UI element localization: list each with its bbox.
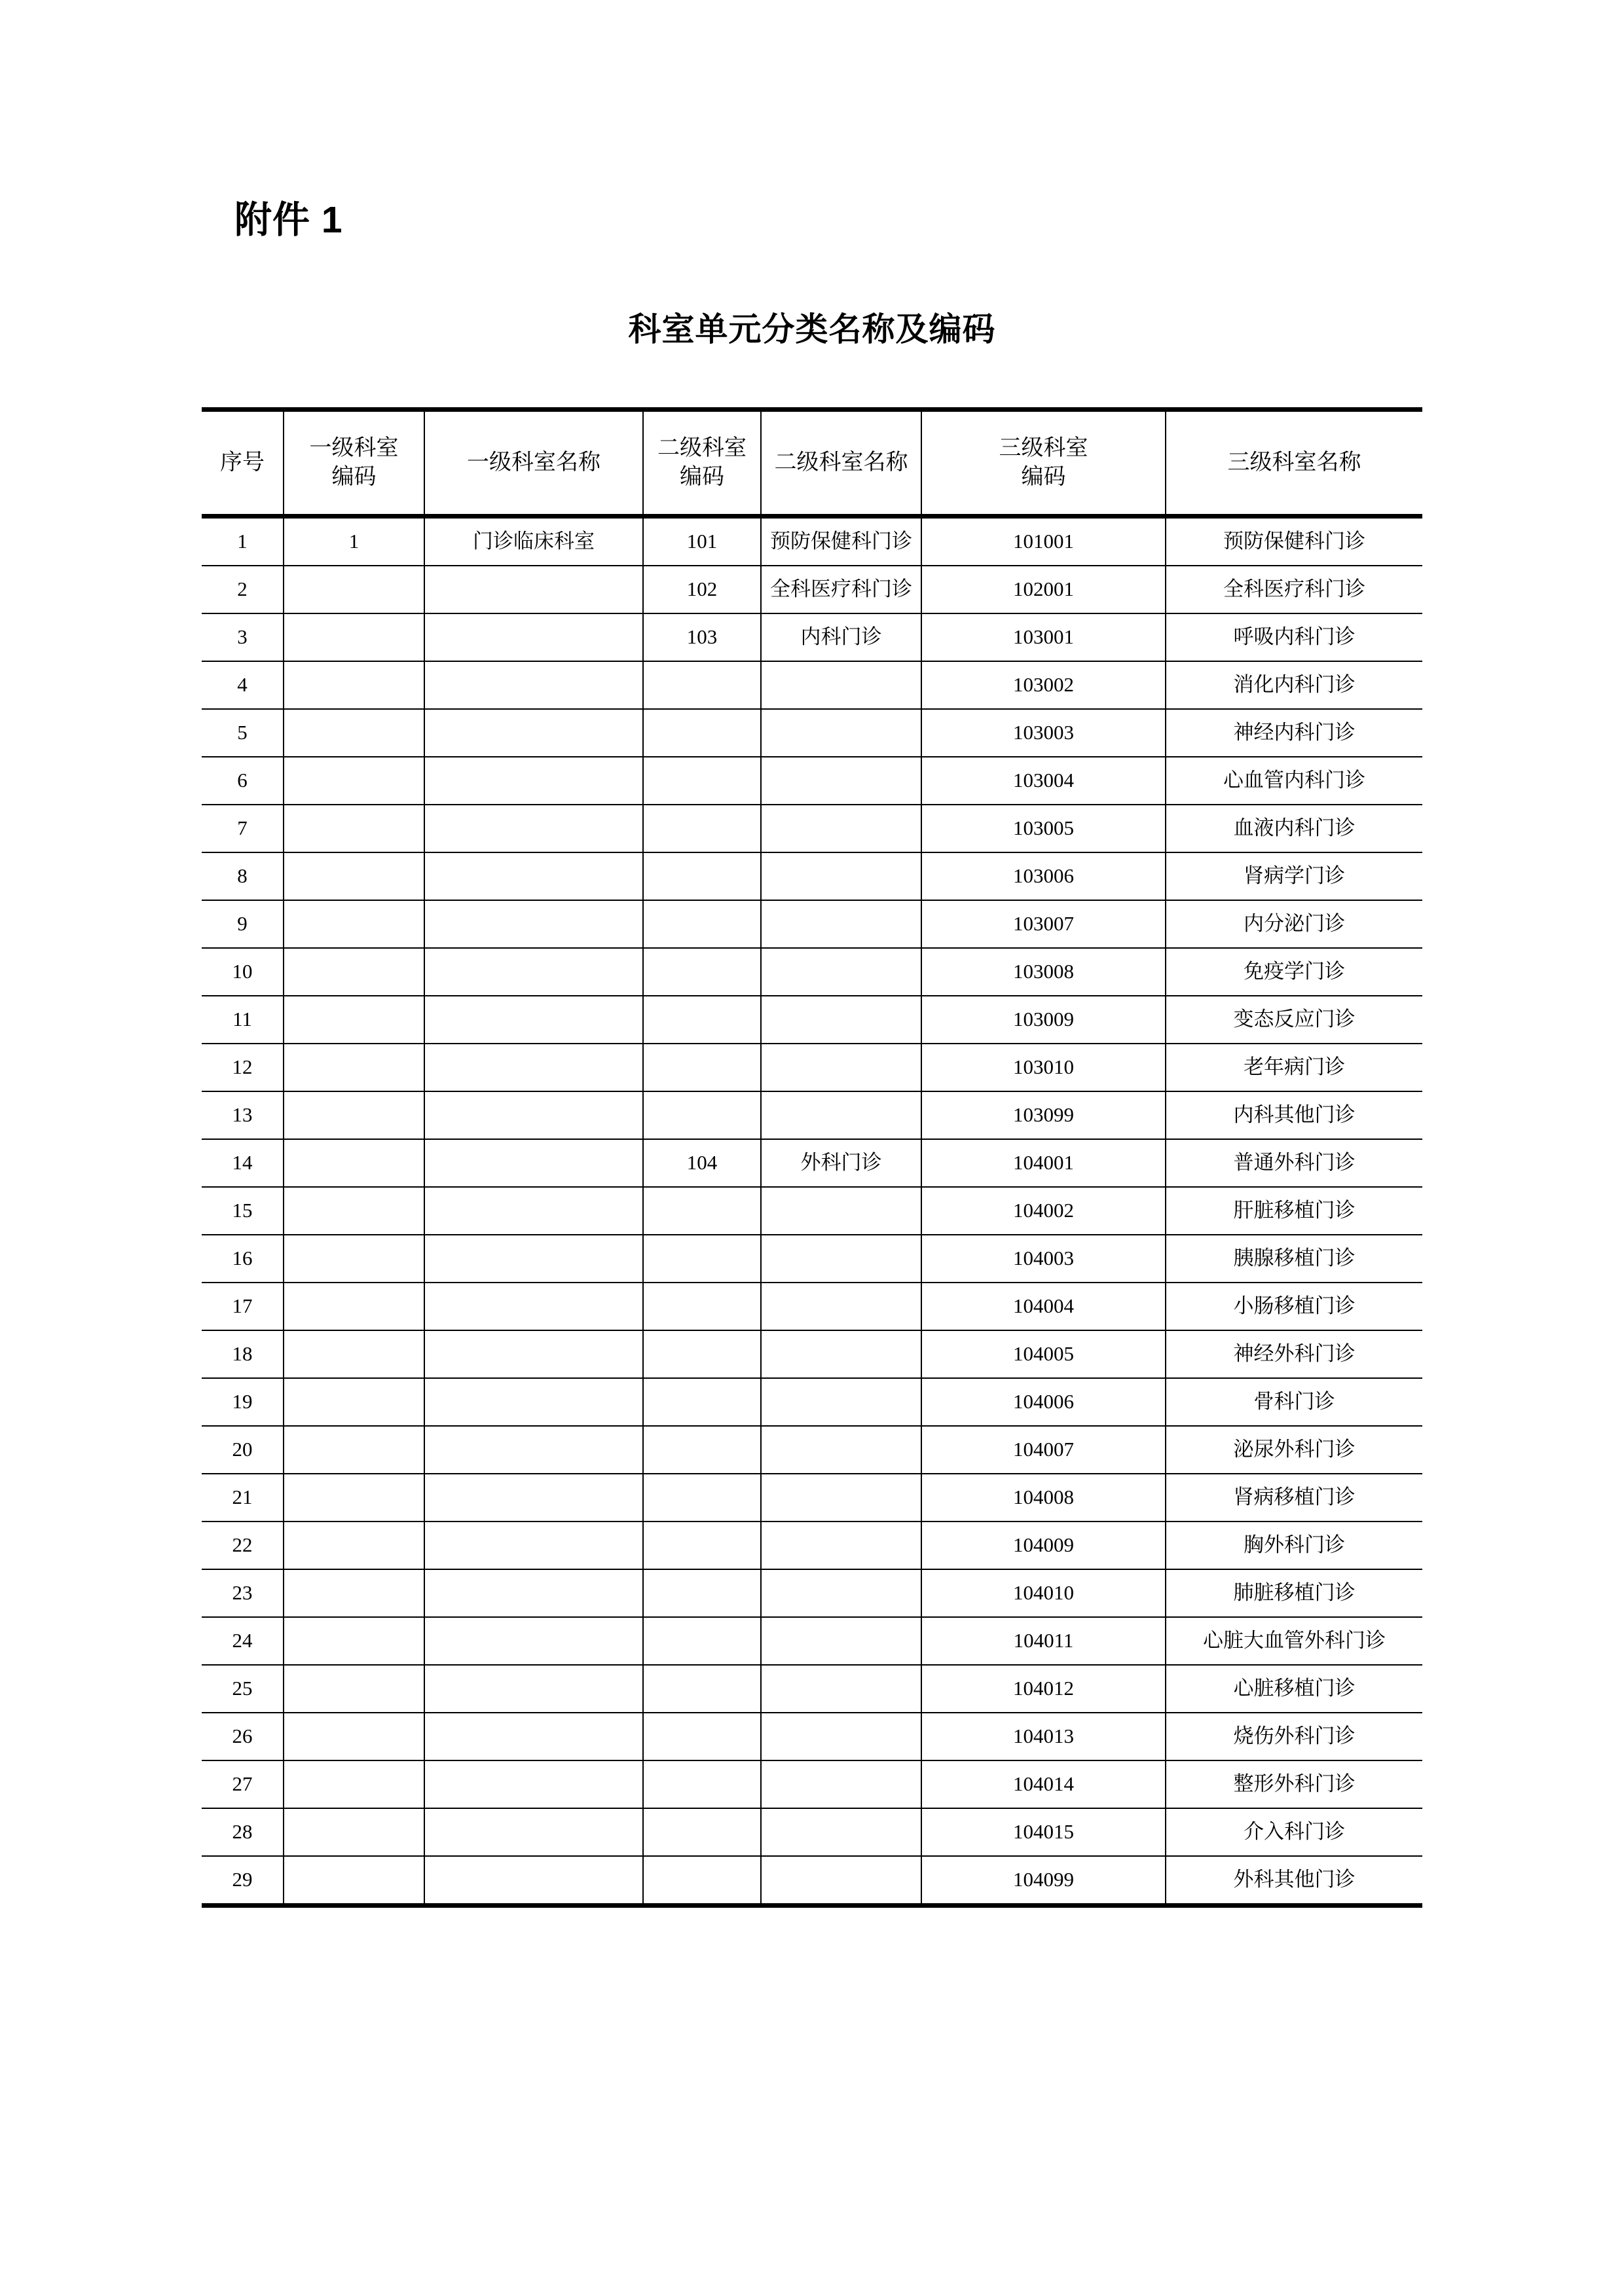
- table-row: [202, 709, 1422, 757]
- table-row: [202, 661, 1422, 709]
- cell-level3-code: 102001: [921, 566, 1166, 613]
- cell-level3-code: 104005: [921, 1330, 1166, 1378]
- cell-level3-name: 老年病门诊: [1166, 1044, 1422, 1091]
- cell-level3-name: 胰腺移植门诊: [1166, 1235, 1422, 1283]
- cell-level1-code: [284, 1760, 424, 1808]
- column-header-level2-code-line1: 二级科室: [657, 436, 747, 461]
- cell-level1-code: [284, 566, 424, 613]
- cell-seq: 7: [202, 805, 284, 852]
- cell-level2-code: [643, 1474, 761, 1522]
- cell-level2-name: [761, 1187, 921, 1235]
- cell-level3-code: 104004: [921, 1283, 1166, 1330]
- cell-level3-name: 神经外科门诊: [1166, 1330, 1422, 1378]
- cell-seq: 26: [202, 1713, 284, 1760]
- cell-level1-name: [424, 996, 643, 1044]
- cell-level3-name: 神经内科门诊: [1166, 709, 1422, 757]
- cell-level1-name: [424, 1235, 643, 1283]
- cell-level2-name: 外科门诊: [761, 1139, 921, 1187]
- cell-level2-code: [643, 1187, 761, 1235]
- cell-level3-name: 肺脏移植门诊: [1166, 1569, 1422, 1617]
- cell-level1-name: [424, 709, 643, 757]
- cell-level3-code: 104099: [921, 1856, 1166, 1906]
- cell-level3-code: 104009: [921, 1522, 1166, 1569]
- cell-seq: 22: [202, 1522, 284, 1569]
- cell-level2-name: [761, 1091, 921, 1139]
- cell-level2-code: [643, 757, 761, 805]
- cell-level2-code: [643, 1617, 761, 1665]
- cell-level3-code: 104010: [921, 1569, 1166, 1617]
- cell-level3-name: 内分泌门诊: [1166, 900, 1422, 948]
- cell-level1-name: [424, 566, 643, 613]
- cell-level2-name: 内科门诊: [761, 613, 921, 661]
- cell-level3-code: 103099: [921, 1091, 1166, 1139]
- cell-level2-code: [643, 948, 761, 996]
- cell-seq: 9: [202, 900, 284, 948]
- cell-level1-name: [424, 1856, 643, 1906]
- cell-level3-name: 骨科门诊: [1166, 1378, 1422, 1426]
- department-classification-table: [202, 407, 1422, 1908]
- table-row: [202, 805, 1422, 852]
- cell-level3-name: 血液内科门诊: [1166, 805, 1422, 852]
- cell-level3-code: 104006: [921, 1378, 1166, 1426]
- table-row: [202, 517, 1422, 566]
- cell-level2-code: [643, 1808, 761, 1856]
- cell-seq: 28: [202, 1808, 284, 1856]
- cell-seq: 29: [202, 1856, 284, 1906]
- cell-level3-code: 101001: [921, 517, 1166, 566]
- cell-level1-code: [284, 1187, 424, 1235]
- cell-level3-name: 变态反应门诊: [1166, 996, 1422, 1044]
- cell-level2-name: [761, 1665, 921, 1713]
- cell-level1-code: [284, 1522, 424, 1569]
- cell-seq: 24: [202, 1617, 284, 1665]
- cell-level1-code: [284, 1044, 424, 1091]
- cell-level3-code: 104014: [921, 1760, 1166, 1808]
- table-row: [202, 1044, 1422, 1091]
- cell-level2-code: [643, 1760, 761, 1808]
- cell-seq: 27: [202, 1760, 284, 1808]
- cell-level3-code: 103002: [921, 661, 1166, 709]
- column-header-level2-code: [643, 410, 761, 517]
- table-row: [202, 852, 1422, 900]
- cell-level1-name: [424, 1474, 643, 1522]
- table-row: [202, 566, 1422, 613]
- table-row: [202, 1187, 1422, 1235]
- cell-level1-code: [284, 1474, 424, 1522]
- attachment-label: 附件 1: [234, 199, 343, 241]
- column-header-level3-code-line2: 编码: [1021, 465, 1066, 489]
- cell-level3-name: 肾病学门诊: [1166, 852, 1422, 900]
- cell-level1-code: [284, 948, 424, 996]
- cell-level2-name: [761, 1617, 921, 1665]
- cell-level3-code: 103004: [921, 757, 1166, 805]
- cell-level2-code: [643, 996, 761, 1044]
- table-row: [202, 1856, 1422, 1906]
- cell-level1-code: [284, 805, 424, 852]
- cell-level3-code: 103008: [921, 948, 1166, 996]
- cell-level2-code: [643, 661, 761, 709]
- cell-level3-name: 胸外科门诊: [1166, 1522, 1422, 1569]
- cell-level1-name: [424, 757, 643, 805]
- cell-level1-name: [424, 900, 643, 948]
- cell-level2-code: [643, 1569, 761, 1617]
- cell-level3-name: 小肠移植门诊: [1166, 1283, 1422, 1330]
- cell-level2-name: [761, 1378, 921, 1426]
- cell-level3-code: 104001: [921, 1139, 1166, 1187]
- column-header-level1-code-line1: 一级科室: [309, 436, 399, 461]
- column-header-seq: 序号: [202, 410, 284, 517]
- cell-level3-code: 104002: [921, 1187, 1166, 1235]
- table-row: [202, 1569, 1422, 1617]
- table-row: [202, 1378, 1422, 1426]
- cell-level1-name: [424, 1091, 643, 1139]
- cell-seq: 1: [202, 517, 284, 566]
- cell-level1-name: [424, 1426, 643, 1474]
- cell-level1-name: [424, 1617, 643, 1665]
- table-row: [202, 1330, 1422, 1378]
- cell-level3-name: 内科其他门诊: [1166, 1091, 1422, 1139]
- cell-level1-name: [424, 1139, 643, 1187]
- table-row: [202, 1283, 1422, 1330]
- cell-level1-code: [284, 1235, 424, 1283]
- cell-seq: 20: [202, 1426, 284, 1474]
- cell-level2-code: 104: [643, 1139, 761, 1187]
- table-row: [202, 1522, 1422, 1569]
- cell-seq: 15: [202, 1187, 284, 1235]
- cell-level3-code: 104007: [921, 1426, 1166, 1474]
- cell-level2-name: [761, 709, 921, 757]
- cell-level3-name: 呼吸内科门诊: [1166, 613, 1422, 661]
- cell-level1-name: [424, 1330, 643, 1378]
- cell-level2-name: [761, 1044, 921, 1091]
- table-row: [202, 757, 1422, 805]
- cell-level2-name: 预防保健科门诊: [761, 517, 921, 566]
- cell-level2-name: [761, 661, 921, 709]
- cell-level1-name: 门诊临床科室: [424, 517, 643, 566]
- cell-level2-name: [761, 805, 921, 852]
- cell-level3-code: 104003: [921, 1235, 1166, 1283]
- cell-level1-name: [424, 1760, 643, 1808]
- cell-level1-code: [284, 709, 424, 757]
- cell-level2-name: [761, 1856, 921, 1906]
- cell-level3-code: 104011: [921, 1617, 1166, 1665]
- table-row: [202, 996, 1422, 1044]
- column-header-level1-code: [284, 410, 424, 517]
- cell-seq: 3: [202, 613, 284, 661]
- cell-level3-code: 104008: [921, 1474, 1166, 1522]
- table-row: [202, 1139, 1422, 1187]
- cell-level3-name: 免疫学门诊: [1166, 948, 1422, 996]
- column-header-level2-name: 二级科室名称: [761, 410, 921, 517]
- cell-level2-name: [761, 1330, 921, 1378]
- cell-level2-code: [643, 1713, 761, 1760]
- cell-level3-name: 肝脏移植门诊: [1166, 1187, 1422, 1235]
- cell-level3-name: 烧伤外科门诊: [1166, 1713, 1422, 1760]
- cell-level1-code: [284, 1330, 424, 1378]
- cell-level1-name: [424, 1044, 643, 1091]
- table-row: [202, 1617, 1422, 1665]
- cell-level2-name: [761, 1713, 921, 1760]
- cell-level3-name: 心血管内科门诊: [1166, 757, 1422, 805]
- cell-level2-name: [761, 757, 921, 805]
- table-row: [202, 900, 1422, 948]
- cell-level1-name: [424, 805, 643, 852]
- cell-level1-code: [284, 1856, 424, 1906]
- cell-seq: 13: [202, 1091, 284, 1139]
- cell-level2-code: [643, 805, 761, 852]
- cell-level3-name: 肾病移植门诊: [1166, 1474, 1422, 1522]
- cell-level3-code: 104012: [921, 1665, 1166, 1713]
- cell-level3-name: 预防保健科门诊: [1166, 517, 1422, 566]
- cell-level1-code: [284, 1617, 424, 1665]
- column-header-level1-code-line2: 编码: [331, 465, 377, 489]
- cell-level2-name: [761, 1522, 921, 1569]
- cell-level3-code: 104015: [921, 1808, 1166, 1856]
- cell-level3-name: 泌尿外科门诊: [1166, 1426, 1422, 1474]
- cell-level1-name: [424, 1522, 643, 1569]
- cell-level2-code: [643, 1091, 761, 1139]
- column-header-level1-name: 一级科室名称: [424, 410, 643, 517]
- cell-level2-code: [643, 1426, 761, 1474]
- cell-level3-code: 103010: [921, 1044, 1166, 1091]
- cell-seq: 5: [202, 709, 284, 757]
- cell-level1-code: [284, 1426, 424, 1474]
- cell-seq: 10: [202, 948, 284, 996]
- cell-level1-code: [284, 757, 424, 805]
- cell-level2-code: [643, 1665, 761, 1713]
- cell-level1-code: [284, 852, 424, 900]
- cell-level3-name: 心脏移植门诊: [1166, 1665, 1422, 1713]
- cell-level1-code: [284, 1283, 424, 1330]
- cell-level1-name: [424, 1665, 643, 1713]
- cell-level1-name: [424, 852, 643, 900]
- cell-level1-name: [424, 613, 643, 661]
- cell-level2-code: [643, 1522, 761, 1569]
- cell-seq: 25: [202, 1665, 284, 1713]
- cell-level2-code: [643, 1235, 761, 1283]
- cell-level2-name: 全科医疗科门诊: [761, 566, 921, 613]
- cell-level2-code: [643, 900, 761, 948]
- table-row: [202, 1665, 1422, 1713]
- cell-level3-name: 介入科门诊: [1166, 1808, 1422, 1856]
- cell-level2-code: [643, 709, 761, 757]
- cell-level2-code: [643, 1283, 761, 1330]
- cell-level2-code: 101: [643, 517, 761, 566]
- cell-level2-name: [761, 1474, 921, 1522]
- cell-level1-code: [284, 996, 424, 1044]
- cell-level1-name: [424, 661, 643, 709]
- table-row: [202, 1426, 1422, 1474]
- cell-level3-name: 心脏大血管外科门诊: [1166, 1617, 1422, 1665]
- table-body: [202, 517, 1422, 1906]
- cell-level2-code: [643, 1330, 761, 1378]
- cell-seq: 17: [202, 1283, 284, 1330]
- table-row: [202, 1760, 1422, 1808]
- table-row: [202, 1474, 1422, 1522]
- cell-seq: 11: [202, 996, 284, 1044]
- cell-level3-code: 103009: [921, 996, 1166, 1044]
- cell-level1-code: [284, 661, 424, 709]
- department-table-container: [202, 407, 1422, 1908]
- cell-level1-name: [424, 1283, 643, 1330]
- cell-level1-name: [424, 1569, 643, 1617]
- cell-level2-code: [643, 1044, 761, 1091]
- cell-level1-code: [284, 1665, 424, 1713]
- page-title: 科室单元分类名称及编码: [628, 311, 996, 348]
- cell-level1-name: [424, 1187, 643, 1235]
- cell-level3-code: 103001: [921, 613, 1166, 661]
- column-header-level2-code-line2: 编码: [680, 465, 724, 489]
- cell-seq: 4: [202, 661, 284, 709]
- cell-level2-name: [761, 1760, 921, 1808]
- cell-level1-code: [284, 1091, 424, 1139]
- cell-level1-name: [424, 1713, 643, 1760]
- cell-seq: 6: [202, 757, 284, 805]
- cell-level3-code: 103003: [921, 709, 1166, 757]
- cell-level1-name: [424, 948, 643, 996]
- table-header: [202, 410, 1422, 517]
- table-row: [202, 1091, 1422, 1139]
- cell-level2-name: [761, 1235, 921, 1283]
- column-header-level3-name: 三级科室名称: [1166, 410, 1422, 517]
- column-header-level3-code-line1: 三级科室: [999, 436, 1088, 461]
- cell-level2-name: [761, 948, 921, 996]
- cell-level2-code: 102: [643, 566, 761, 613]
- cell-level3-code: 104013: [921, 1713, 1166, 1760]
- cell-seq: 16: [202, 1235, 284, 1283]
- cell-level2-code: [643, 1378, 761, 1426]
- cell-level3-name: 整形外科门诊: [1166, 1760, 1422, 1808]
- cell-level1-code: [284, 1139, 424, 1187]
- cell-level3-name: 普通外科门诊: [1166, 1139, 1422, 1187]
- cell-level2-name: [761, 996, 921, 1044]
- table-row: [202, 1235, 1422, 1283]
- cell-level1-code: [284, 900, 424, 948]
- cell-level1-code: [284, 1378, 424, 1426]
- cell-seq: 12: [202, 1044, 284, 1091]
- table-row: [202, 1713, 1422, 1760]
- cell-level3-code: 103006: [921, 852, 1166, 900]
- cell-level3-code: 103005: [921, 805, 1166, 852]
- cell-level3-name: 外科其他门诊: [1166, 1856, 1422, 1906]
- cell-level2-name: [761, 1569, 921, 1617]
- cell-seq: 2: [202, 566, 284, 613]
- cell-level1-code: [284, 1569, 424, 1617]
- cell-level3-code: 103007: [921, 900, 1166, 948]
- cell-level2-name: [761, 852, 921, 900]
- cell-level2-code: [643, 852, 761, 900]
- cell-level2-name: [761, 1283, 921, 1330]
- cell-level2-name: [761, 1426, 921, 1474]
- cell-seq: 18: [202, 1330, 284, 1378]
- table-row: [202, 613, 1422, 661]
- cell-level1-code: [284, 613, 424, 661]
- cell-seq: 8: [202, 852, 284, 900]
- table-row: [202, 948, 1422, 996]
- cell-level2-name: [761, 900, 921, 948]
- cell-level2-name: [761, 1808, 921, 1856]
- column-header-level3-code: [921, 410, 1166, 517]
- cell-seq: 19: [202, 1378, 284, 1426]
- cell-seq: 14: [202, 1139, 284, 1187]
- cell-level2-code: [643, 1856, 761, 1906]
- cell-level1-code: 1: [284, 517, 424, 566]
- cell-level3-name: 消化内科门诊: [1166, 661, 1422, 709]
- cell-seq: 21: [202, 1474, 284, 1522]
- table-row: [202, 1808, 1422, 1856]
- cell-level1-code: [284, 1713, 424, 1760]
- cell-level2-code: 103: [643, 613, 761, 661]
- cell-level1-name: [424, 1378, 643, 1426]
- cell-level1-code: [284, 1808, 424, 1856]
- cell-seq: 23: [202, 1569, 284, 1617]
- table-header-row: [202, 410, 1422, 517]
- cell-level3-name: 全科医疗科门诊: [1166, 566, 1422, 613]
- cell-level1-name: [424, 1808, 643, 1856]
